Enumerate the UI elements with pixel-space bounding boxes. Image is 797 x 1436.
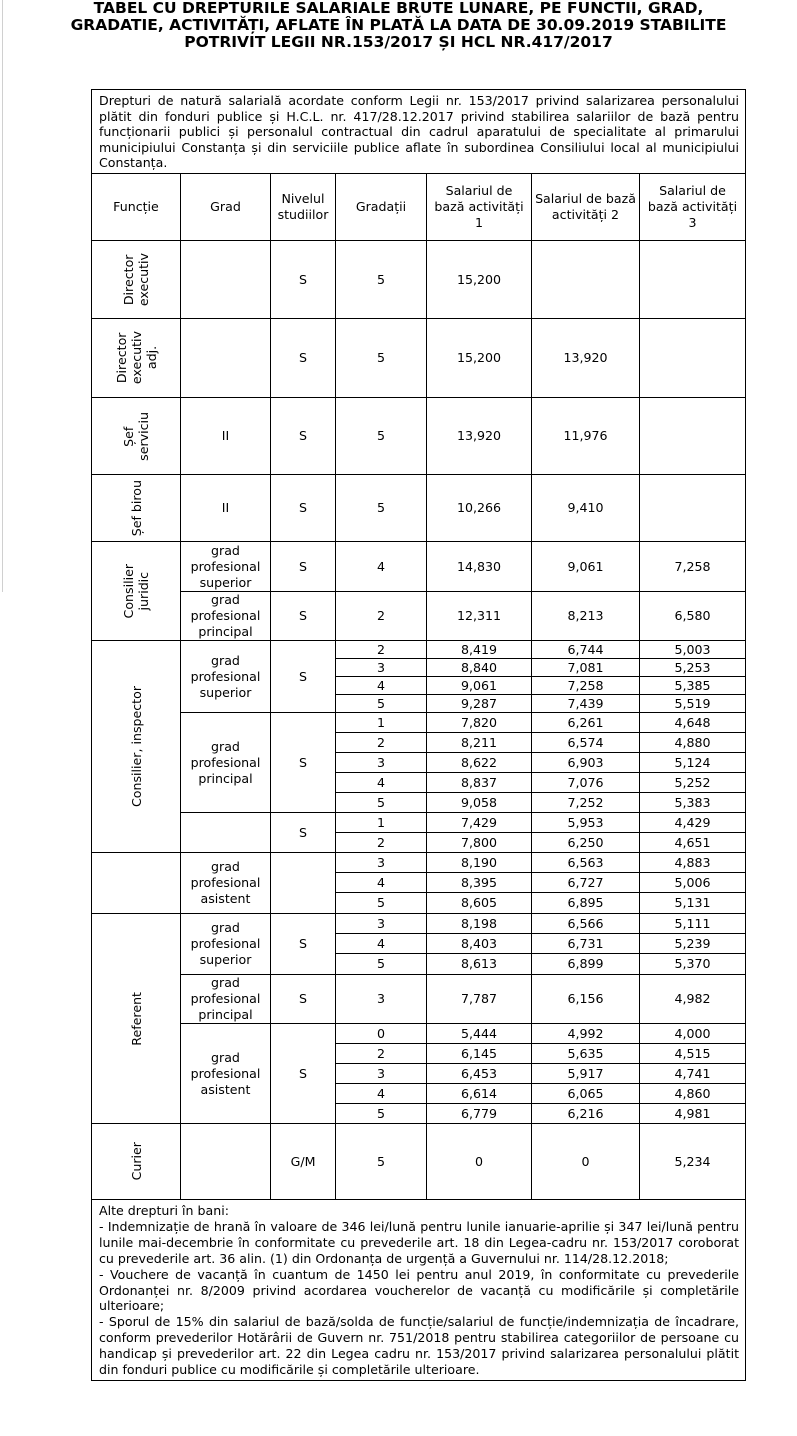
header-functie: Funcție — [92, 174, 181, 241]
salary-cell: 7,787 — [427, 975, 532, 1024]
function-cell — [92, 542, 181, 641]
salary-cell: 8,837 — [427, 773, 532, 793]
salary-cell: 5,953 — [532, 813, 640, 833]
gradatie-cell: 3 — [336, 853, 427, 873]
salary-cell: 4,992 — [532, 1024, 640, 1044]
gradatie-cell: 3 — [336, 975, 427, 1024]
table-row — [92, 319, 746, 398]
salary-cell: 6,156 — [532, 975, 640, 1024]
salary-cell: 4,741 — [640, 1064, 746, 1084]
gradatie-cell: 4 — [336, 773, 427, 793]
header-row — [92, 174, 746, 241]
salary-cell: 6,779 — [427, 1104, 532, 1124]
gradatie-cell: 1 — [336, 713, 427, 733]
salary-cell: 13,920 — [427, 398, 532, 475]
gradatie-cell: 2 — [336, 592, 427, 641]
title-line-3: POTRIVIT LEGII NR.153/2017 ȘI HCL NR.417/2017 — [184, 33, 613, 51]
table-row — [92, 398, 746, 475]
other-rights-heading: Alte drepturi în bani: — [99, 1203, 229, 1218]
salary-cell: 9,061 — [532, 542, 640, 592]
level-cell: G/M — [271, 1124, 336, 1200]
salary-cell: 6,903 — [532, 753, 640, 773]
grade-cell — [181, 241, 271, 319]
table-row — [92, 813, 746, 833]
gradatie-cell: 2 — [336, 833, 427, 853]
gradatie-cell: 3 — [336, 1064, 427, 1084]
salary-cell: 8,840 — [427, 659, 532, 677]
grade-cell: II — [181, 475, 271, 542]
function-cell — [92, 398, 181, 475]
salary-cell: 4,429 — [640, 813, 746, 833]
salary-cell: 5,383 — [640, 793, 746, 813]
salary-cell: 15,200 — [427, 241, 532, 319]
grade-cell: grad profesional principal — [181, 592, 271, 641]
salary-cell: 7,429 — [427, 813, 532, 833]
salary-cell: 4,982 — [640, 975, 746, 1024]
gradatie-cell: 5 — [336, 1124, 427, 1200]
salary-cell: 5,124 — [640, 753, 746, 773]
level-cell: S — [271, 1024, 336, 1124]
level-cell: S — [271, 542, 336, 592]
salary-cell: 13,920 — [532, 319, 640, 398]
function-cell — [92, 853, 181, 914]
salary-cell: 9,058 — [427, 793, 532, 813]
salary-cell: 5,385 — [640, 677, 746, 695]
gradatie-cell: 0 — [336, 1024, 427, 1044]
function-label: Director executiv — [121, 252, 151, 307]
footer-row — [92, 1200, 746, 1381]
gradatie-cell: 5 — [336, 319, 427, 398]
gradatie-cell: 3 — [336, 914, 427, 934]
salary-cell: 8,605 — [427, 893, 532, 914]
table-row — [92, 241, 746, 319]
table-row — [92, 713, 746, 733]
salary-cell: 5,519 — [640, 695, 746, 713]
grade-cell — [181, 1124, 271, 1200]
salary-cell: 6,563 — [532, 853, 640, 873]
gradatie-cell: 5 — [336, 475, 427, 542]
salary-table — [91, 89, 746, 1381]
intro-row — [92, 90, 746, 174]
title-line-2: GRADATIE, ACTIVITĂȚI, AFLATE ÎN PLATĂ LA DATA DE 30.09.2019 STABILITE — [70, 16, 727, 34]
salary-cell: 7,439 — [532, 695, 640, 713]
salary-cell: 4,515 — [640, 1044, 746, 1064]
gradatie-cell: 3 — [336, 659, 427, 677]
salary-cell: 6,895 — [532, 893, 640, 914]
function-cell — [92, 914, 181, 1124]
gradatie-cell: 4 — [336, 934, 427, 954]
table-row — [92, 1124, 746, 1200]
grade-cell — [181, 319, 271, 398]
gradatie-cell: 2 — [336, 1044, 427, 1064]
header-activitati-3: Salariul de bază activități 3 — [640, 174, 746, 241]
header-gradatii: Gradații — [336, 174, 427, 241]
salary-cell: 4,000 — [640, 1024, 746, 1044]
salary-cell: 7,252 — [532, 793, 640, 813]
grade-cell: grad profesional superior — [181, 542, 271, 592]
salary-cell: 4,981 — [640, 1104, 746, 1124]
gradatie-cell: 5 — [336, 954, 427, 975]
salary-cell — [640, 319, 746, 398]
grade-cell — [181, 813, 271, 853]
salary-cell: 5,111 — [640, 914, 746, 934]
level-cell: S — [271, 914, 336, 975]
level-cell: S — [271, 319, 336, 398]
function-cell — [92, 475, 181, 542]
salary-cell: 9,287 — [427, 695, 532, 713]
grade-cell: grad profesional asistent — [181, 1024, 271, 1124]
table-row — [92, 641, 746, 659]
salary-cell: 5,917 — [532, 1064, 640, 1084]
salary-cell: 4,860 — [640, 1084, 746, 1104]
salary-cell: 8,613 — [427, 954, 532, 975]
gradatie-cell: 4 — [336, 677, 427, 695]
grade-cell: grad profesional superior — [181, 914, 271, 975]
level-cell: S — [271, 475, 336, 542]
salary-cell: 4,648 — [640, 713, 746, 733]
table-row — [92, 914, 746, 934]
salary-cell: 5,252 — [640, 773, 746, 793]
salary-cell: 10,266 — [427, 475, 532, 542]
level-cell — [271, 853, 336, 914]
salary-cell: 4,651 — [640, 833, 746, 853]
salary-cell: 5,253 — [640, 659, 746, 677]
function-label: Referent — [128, 991, 144, 1046]
salary-cell: 5,131 — [640, 893, 746, 914]
gradatie-cell: 5 — [336, 398, 427, 475]
level-cell: S — [271, 975, 336, 1024]
header-activitati-1: Salariul de bază activități 1 — [427, 174, 532, 241]
salary-cell: 6,727 — [532, 873, 640, 893]
salary-cell: 5,635 — [532, 1044, 640, 1064]
salary-cell: 6,216 — [532, 1104, 640, 1124]
intro-text: Drepturi de natură salarială acordate conform Legii nr. 153/2017 privind salarizarea personalului plătit din fonduri publice și H.C.L. nr. 417/28.12.2017 privind stabilirea salariilor de bază pentru funcționarii publici și personalul contractual din cadrul aparatului de specialitate al primarului municipiului Constanța și din serviciile publice aflate în subordinea Consiliului local al municipiului Constanța. — [92, 90, 746, 174]
gradatie-cell: 2 — [336, 733, 427, 753]
gradatie-cell: 4 — [336, 873, 427, 893]
level-cell: S — [271, 813, 336, 853]
salary-cell: 9,061 — [427, 677, 532, 695]
grade-cell: grad profesional principal — [181, 975, 271, 1024]
salary-cell — [640, 475, 746, 542]
table-row — [92, 975, 746, 1024]
grade-cell: grad profesional superior — [181, 641, 271, 713]
function-label: Consilier, inspector — [128, 686, 144, 807]
gradatie-cell: 3 — [336, 753, 427, 773]
salary-cell: 7,081 — [532, 659, 640, 677]
gradatie-cell: 5 — [336, 241, 427, 319]
salary-cell — [532, 241, 640, 319]
salary-cell: 0 — [427, 1124, 532, 1200]
salary-cell: 6,261 — [532, 713, 640, 733]
salary-cell: 8,190 — [427, 853, 532, 873]
function-cell — [92, 1124, 181, 1200]
salary-cell: 7,258 — [532, 677, 640, 695]
salary-cell — [640, 241, 746, 319]
salary-cell: 6,574 — [532, 733, 640, 753]
salary-cell: 8,419 — [427, 641, 532, 659]
table-row — [92, 475, 746, 542]
salary-cell: 8,622 — [427, 753, 532, 773]
salary-cell: 7,258 — [640, 542, 746, 592]
salary-cell: 9,410 — [532, 475, 640, 542]
salary-cell: 6,899 — [532, 954, 640, 975]
salary-cell: 15,200 — [427, 319, 532, 398]
level-cell: S — [271, 641, 336, 713]
salary-cell: 8,198 — [427, 914, 532, 934]
gradatie-cell: 5 — [336, 793, 427, 813]
salary-cell: 6,250 — [532, 833, 640, 853]
salary-cell: 11,976 — [532, 398, 640, 475]
gradatie-cell: 2 — [336, 641, 427, 659]
gradatie-cell: 1 — [336, 813, 427, 833]
salary-cell: 0 — [532, 1124, 640, 1200]
gradatie-cell: 4 — [336, 1084, 427, 1104]
salary-cell: 7,076 — [532, 773, 640, 793]
salary-cell: 6,744 — [532, 641, 640, 659]
other-rights-cell — [92, 1200, 746, 1381]
salary-cell: 5,239 — [640, 934, 746, 954]
salary-cell: 8,211 — [427, 733, 532, 753]
header-grad: Grad — [181, 174, 271, 241]
grade-cell: grad profesional principal — [181, 713, 271, 813]
level-cell: S — [271, 713, 336, 813]
level-cell: S — [271, 592, 336, 641]
header-activitati-2: Salariul de bază activități 2 — [532, 174, 640, 241]
salary-cell: 6,731 — [532, 934, 640, 954]
function-label: Curier — [128, 1142, 144, 1181]
salary-cell — [640, 398, 746, 475]
gradatie-cell: 5 — [336, 695, 427, 713]
page-edge-line — [2, 0, 3, 592]
function-label: Director executiv adj. — [113, 331, 159, 385]
salary-cell: 5,003 — [640, 641, 746, 659]
gradatie-cell: 5 — [336, 1104, 427, 1124]
other-rights-vacation-vouchers: - Vouchere de vacanță în cuantum de 1450 lei pentru anul 2019, în conformitate cu prevederile Ordonanței nr. 8/2009 privind acordarea voucherelor de vacanță cu modificările și completările ulterioare; — [99, 1266, 740, 1314]
function-label: Consilier juridic — [121, 563, 151, 619]
salary-cell: 4,880 — [640, 733, 746, 753]
level-cell: S — [271, 241, 336, 319]
grade-cell: II — [181, 398, 271, 475]
table-row — [92, 592, 746, 641]
level-cell: S — [271, 398, 336, 475]
salary-cell: 6,065 — [532, 1084, 640, 1104]
salary-cell: 8,403 — [427, 934, 532, 954]
salary-cell: 8,395 — [427, 873, 532, 893]
salary-cell: 4,883 — [640, 853, 746, 873]
title-line-1: TABEL CU DREPTURILE SALARIALE BRUTE LUNARE, PE FUNCTII, GRAD, — [93, 0, 704, 17]
salary-cell: 6,566 — [532, 914, 640, 934]
function-label: Șef birou — [128, 479, 144, 537]
function-cell — [92, 641, 181, 853]
salary-cell: 7,820 — [427, 713, 532, 733]
salary-cell: 6,145 — [427, 1044, 532, 1064]
salary-cell: 6,614 — [427, 1084, 532, 1104]
function-cell — [92, 241, 181, 319]
table-row — [92, 853, 746, 873]
gradatie-cell: 5 — [336, 893, 427, 914]
salary-cell: 5,444 — [427, 1024, 532, 1044]
salary-cell: 14,830 — [427, 542, 532, 592]
salary-cell: 6,453 — [427, 1064, 532, 1084]
salary-cell: 12,311 — [427, 592, 532, 641]
salary-cell: 6,580 — [640, 592, 746, 641]
salary-cell: 7,800 — [427, 833, 532, 853]
function-cell — [92, 319, 181, 398]
table-row — [92, 542, 746, 592]
page-title — [0, 0, 797, 51]
other-rights-disability-bonus: - Sporul de 15% din salariul de bază/solda de funcție/salariul de funcție/indemnizația de încadrare, conform prevederilor Hotărârii de Guvern nr. 751/2018 pentru stabilirea categoriilor de persoane cu handicap și prevederilor art. 22 din Legea cadru nr. 153/2017 privind salarizarea personalului plătit din fonduri publice cu modificările și completările ulterioare. — [99, 1314, 740, 1378]
gradatie-cell: 4 — [336, 542, 427, 592]
table-row — [92, 1024, 746, 1044]
salary-cell: 5,370 — [640, 954, 746, 975]
header-nivel: Nivelul studiilor — [271, 174, 336, 241]
function-label: Șef serviciu — [121, 411, 151, 461]
salary-cell: 5,006 — [640, 873, 746, 893]
salary-cell: 8,213 — [532, 592, 640, 641]
other-rights-meal-allowance: - Indemnizație de hrană în valoare de 346 lei/lună pentru lunile ianuarie-aprilie și 347 lei/lună pentru lunile mai-decembrie în conformitate cu prevederile art. 18 din Legea-cadru nr. 153/2017 coroborat cu prevederile art. 36 alin. (1) din Ordonanța de urgență a Guvernului nr. 114/28.12.2018; — [99, 1218, 740, 1266]
grade-cell: grad profesional asistent — [181, 853, 271, 914]
salary-cell: 5,234 — [640, 1124, 746, 1200]
